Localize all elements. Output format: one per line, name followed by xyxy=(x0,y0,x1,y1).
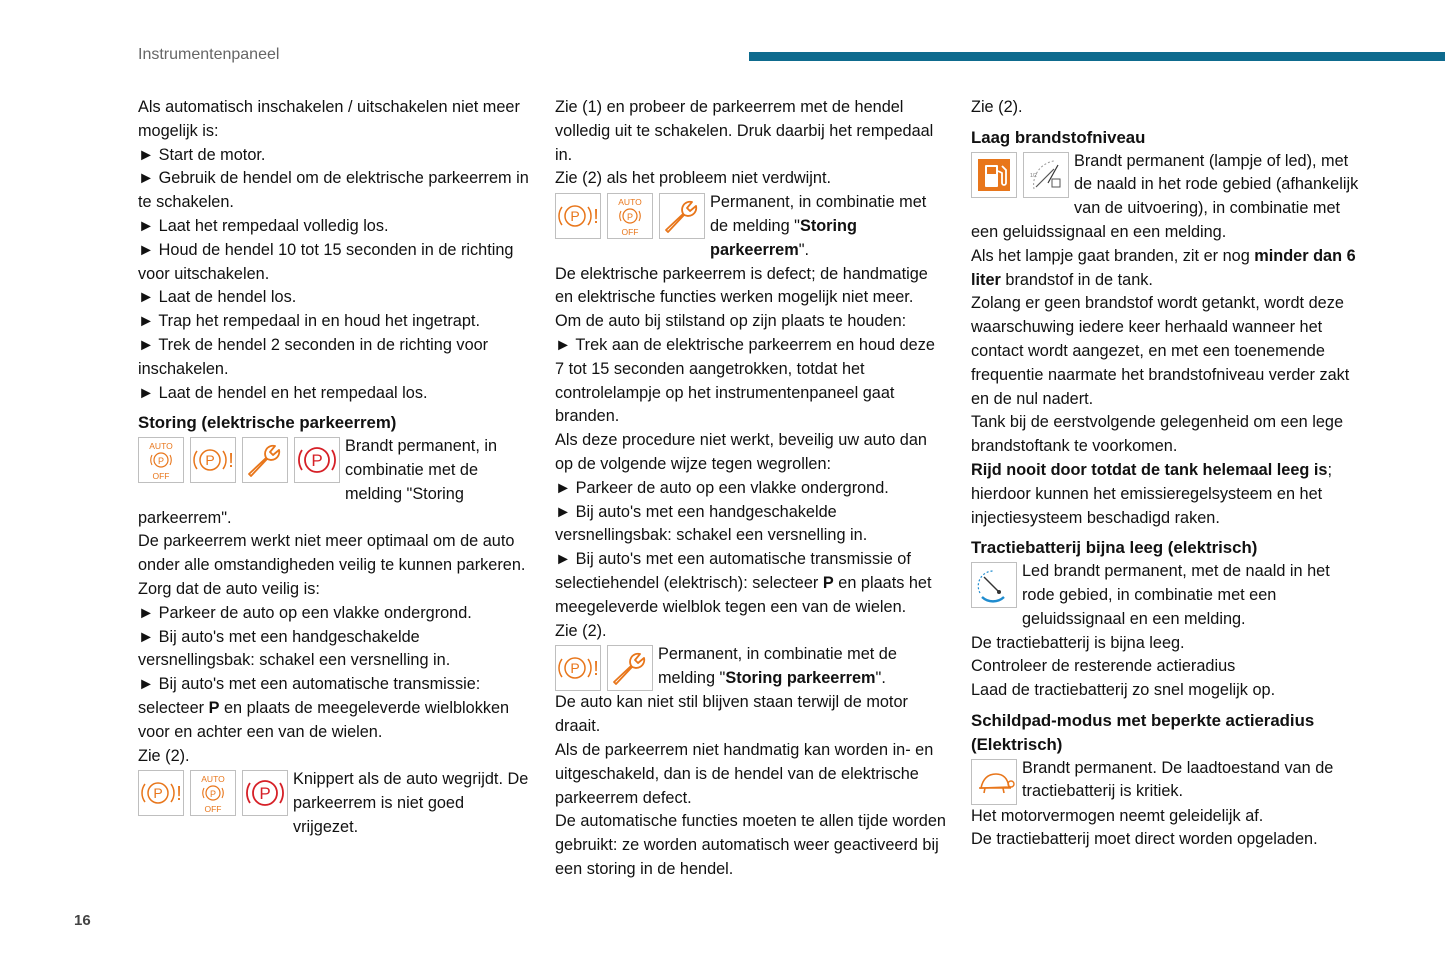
auto-off-park-icon xyxy=(607,193,653,239)
wrench-icon xyxy=(659,193,705,239)
svg-text:AUTO: AUTO xyxy=(149,441,173,452)
svg-text:1/2: 1/2 xyxy=(1030,172,1037,179)
step-item: ► Start de motor. xyxy=(138,145,266,164)
warning-icons-group xyxy=(555,193,705,239)
paragraph: De automatische functies moeten te allen tijde worden gebruikt: ze worden automatisch weer geactiveerd bij een storing in de hendel. xyxy=(555,812,946,878)
parking-brake-red-icon xyxy=(242,770,288,816)
paragraph: Permanent, in combinatie met de melding "Storing parkeerrem". xyxy=(658,645,897,688)
svg-text:!: ! xyxy=(228,450,234,473)
park-brake-fault-icon xyxy=(555,645,601,691)
park-brake-fault-icon xyxy=(138,770,184,816)
warning-icons-group xyxy=(138,437,340,483)
paragraph: Controleer de resterende actieradius xyxy=(971,657,1236,676)
paragraph: Tank bij de eerstvolgende gelegenheid om een lege brandstoftank te voorkomen. xyxy=(971,413,1344,456)
paragraph: Zolang er geen brandstof wordt getankt, wordt deze waarschuwing iedere keer herhaald wanneer het contact wordt aangezet, en met een toenemende frequentie naarmate het brandstofniveau verder zakt en de nul nadert. xyxy=(971,294,1350,408)
column-3 xyxy=(971,96,1363,852)
paragraph: Als de parkeerrem niet handmatig kan worden in- en uitgeschakeld, dan is de hendel van de elektrische parkeerrem defect. xyxy=(555,740,934,807)
paragraph: De parkeerrem werkt niet meer optimaal om de auto onder alle omstandigheden veilig te kunnen parkeren. xyxy=(138,532,526,575)
step-item: ► Trek de hendel 2 seconden in de richting voor inschakelen. xyxy=(138,335,489,378)
bullet-item: ► Bij auto's met een automatische transmissie: selecteer P en plaats de meegeleverde wielblokken voor en achter een van de wielen. xyxy=(138,675,510,741)
svg-text:AUTO: AUTO xyxy=(201,774,225,785)
paragraph: Zorg dat de auto veilig is: xyxy=(138,579,320,598)
paragraph: Rijd nooit door totdat de tank helemaal leeg is; hierdoor kunnen het emissieregelsysteem en het injectiesysteem beschadigd raken. xyxy=(971,460,1332,527)
paragraph: Zie (1) en probeer de parkeerrem met de hendel volledig uit te schakelen. Druk daarbij het rempedaal in. xyxy=(555,98,934,164)
paragraph: Zie (2) als het probleem niet verdwijnt. xyxy=(555,169,831,188)
svg-text:P: P xyxy=(157,456,165,467)
battery-gauge-icon xyxy=(971,562,1017,608)
paragraph: Om de auto bij stilstand op zijn plaats te houden: xyxy=(555,312,907,331)
paragraph: Als automatisch inschakelen / uitschakelen niet meer mogelijk is: xyxy=(138,98,520,140)
warning-icons-group xyxy=(971,562,1017,608)
paragraph: Laad de tractiebatterij zo snel mogelijk op. xyxy=(971,681,1276,700)
paragraph: De tractiebatterij moet direct worden opgeladen. xyxy=(971,830,1318,849)
svg-text:P: P xyxy=(205,452,215,469)
paragraph: Zie (2). xyxy=(555,621,607,640)
svg-text:P: P xyxy=(570,208,580,225)
step-item: ► Gebruik de hendel om de elektrische parkeerrem in te schakelen. xyxy=(138,169,529,212)
bullet-item: ► Parkeer de auto op een vlakke ondergrond. xyxy=(555,478,889,497)
svg-text:AUTO: AUTO xyxy=(618,197,642,208)
svg-text:!: ! xyxy=(593,658,599,681)
bullet-item: ► Parkeer de auto op een vlakke ondergrond. xyxy=(138,603,472,622)
wrench-icon xyxy=(607,645,653,691)
auto-off-park-icon xyxy=(190,770,236,816)
park-brake-fault-icon xyxy=(555,193,601,239)
column-1 xyxy=(138,96,530,840)
paragraph: De tractiebatterij is bijna leeg. xyxy=(971,633,1185,652)
paragraph: De elektrische parkeerrem is defect; de handmatige en elektrische functies werken mogelijk niet meer. xyxy=(555,264,928,307)
paragraph: Als het lampje gaat branden, zit er nog minder dan 6 liter brandstof in de tank. xyxy=(971,246,1356,289)
column-2 xyxy=(555,96,947,882)
paragraph: Knippert als de auto wegrijdt. De parkeerrem is niet goed vrijgezet. xyxy=(293,770,529,836)
bullet-item: ► Trek aan de elektrische parkeerrem en houd deze 7 tot 15 seconden aangetrokken, totdat het controlelampje op het instrumentenpaneel gaat branden. xyxy=(555,335,935,426)
bullet-item: ► Bij auto's met een handgeschakelde versnellingsbak: schakel een versnelling in. xyxy=(555,502,868,545)
paragraph: Het motorvermogen neemt geleidelijk af. xyxy=(971,806,1264,825)
section-heading: Storing (elektrische parkeerrem) xyxy=(138,413,397,433)
paragraph: Brandt permanent, in combinatie met de melding "Storing parkeerrem". xyxy=(138,437,498,527)
wrench-icon xyxy=(242,437,288,483)
paragraph: Zie (2). xyxy=(138,746,190,765)
warning-icons-group xyxy=(555,645,653,691)
park-brake-fault-icon xyxy=(190,437,236,483)
paragraph: De auto kan niet stil blijven staan terwijl de motor draait. xyxy=(555,693,908,736)
step-item: ► Laat de hendel los. xyxy=(138,288,297,307)
svg-text:P: P xyxy=(209,789,217,800)
step-item: ► Houd de hendel 10 tot 15 seconden in de richting voor uitschakelen. xyxy=(138,240,514,283)
bullet-item: ► Bij auto's met een automatische transmissie of selectiehendel (elektrisch): selecteer P en plaats het meegeleverde wielblok tegen een van de wielen. xyxy=(555,550,932,616)
paragraph: Brandt permanent. De laadtoestand van de tractiebatterij is kritiek. xyxy=(1022,758,1334,801)
page-number: 16 xyxy=(74,912,91,929)
svg-text:OFF: OFF xyxy=(204,804,222,815)
svg-text:P: P xyxy=(570,660,580,677)
header-accent-bar xyxy=(749,52,1445,61)
bullet-item: ► Bij auto's met een handgeschakelde versnellingsbak: schakel een versnelling in. xyxy=(138,627,451,670)
paragraph: Led brandt permanent, met de naald in het rode gebied, in combinatie met een geluidssignaal en een melding. xyxy=(1022,562,1330,628)
svg-text:P: P xyxy=(153,785,163,802)
svg-text:!: ! xyxy=(593,206,599,229)
section-heading: Tractiebatterij bijna leeg (elektrisch) xyxy=(971,538,1258,558)
paragraph: Brandt permanent (lampje of led), met de naald in het rode gebied (afhankelijk van de uitvoering), in combinatie met een geluidssignaal en een melding. xyxy=(971,151,1359,241)
warning-icons-group xyxy=(138,770,288,816)
svg-text:!: ! xyxy=(176,783,182,806)
step-item: ► Trap het rempedaal in en houd het ingetrapt. xyxy=(138,312,480,331)
paragraph: Als deze procedure niet werkt, beveilig uw auto dan op de volgende wijze tegen wegrollen: xyxy=(555,431,927,473)
fuel-pump-icon xyxy=(971,152,1017,198)
svg-text:P: P xyxy=(259,784,271,804)
step-item: ► Laat de hendel en het rempedaal los. xyxy=(138,383,428,402)
svg-text:OFF: OFF xyxy=(152,471,170,482)
auto-off-park-icon xyxy=(138,437,184,483)
turtle-icon xyxy=(971,759,1017,805)
svg-text:OFF: OFF xyxy=(621,227,639,238)
warning-icons-group xyxy=(971,759,1017,805)
paragraph: Zie (2). xyxy=(971,98,1023,116)
warning-icons-group xyxy=(971,152,1069,198)
fuel-gauge-icon xyxy=(1023,152,1069,198)
section-title: Instrumentenpaneel xyxy=(138,46,280,63)
parking-brake-red-icon xyxy=(294,437,340,483)
section-heading: Laag brandstofniveau xyxy=(971,127,1146,147)
paragraph: Permanent, in combinatie met de melding "Storing parkeerrem". xyxy=(710,193,927,259)
step-item: ► Laat het rempedaal volledig los. xyxy=(138,216,389,235)
section-heading: Schildpad-modus met beperkte actieradius (Elektrisch) xyxy=(971,710,1315,754)
svg-text:P: P xyxy=(626,212,634,223)
svg-text:P: P xyxy=(311,451,323,471)
